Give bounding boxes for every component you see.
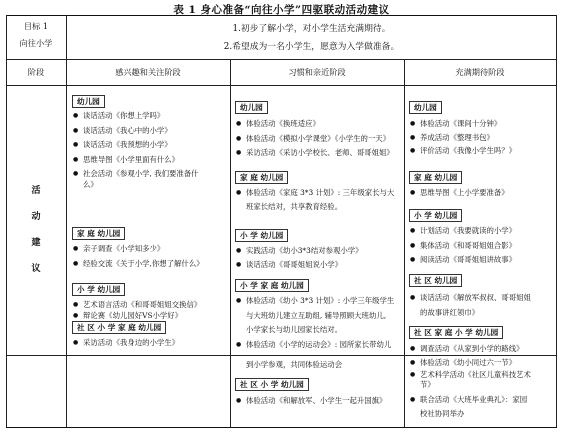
list-item: ● 艺术语言活动《和哥哥姐姐交换信》 — [72, 300, 201, 310]
goal-label-line1: 目标 1 — [23, 21, 49, 31]
col1-block3-header: 小 学 幼儿园 — [72, 283, 125, 296]
col2-block5-header: 社 区 小 学 幼儿园 — [235, 378, 309, 391]
list-item: ● 艺术科学活动《社区儿童科技艺术 — [409, 370, 531, 380]
col-divider-2 — [404, 59, 405, 427]
col1-block4-header: 社 区 小 学 家 庭 幼儿园 — [72, 321, 166, 334]
col3-block-school — [409, 203, 516, 265]
list-item-continuation: 与大班幼儿建立互助组, 辅导照顾大班幼儿, — [246, 310, 387, 320]
col1-block2-header: 家 庭 幼儿园 — [72, 227, 125, 240]
col2-block-school-family — [235, 273, 394, 349]
list-item: ● 采访活动《采访小学校长、老师、哥哥姐姐》 — [235, 148, 394, 158]
list-item: ● 体验活动《幼小同过六一节》 — [409, 358, 531, 368]
list-item: ● 评价活动《我像小学生吗？》 — [409, 146, 516, 156]
list-item: ● 谈话活动《解放军叔叔、哥哥姐姐 — [409, 293, 531, 303]
list-item-continuation: 的故事讲红领巾》 — [420, 307, 480, 317]
list-item: ● 亲子调查《小学知多少》 — [72, 244, 204, 254]
col2-block3-header: 小 学 幼儿园 — [235, 229, 288, 242]
list-item: ● 辩论赛《幼儿园好VS小学好》 — [72, 311, 201, 321]
col1-block-school — [72, 277, 201, 320]
list-item: ● 体验活动《换班适应》 — [235, 119, 394, 129]
col2-block2-header: 家 庭 幼儿园 — [235, 171, 288, 184]
list-item: ● 谈话活动《你想上学吗》 — [72, 111, 199, 121]
list-item: ● 体验活动《幼小 3*3 计划》: 小学三年级学生 — [235, 296, 394, 306]
list-item: ● 体验活动《家庭 3*3 计划》: 三年级家长与大 — [235, 188, 394, 198]
list-item: ● 谈话活动《我心中的小学》 — [72, 126, 199, 136]
col3-block5-header: 社 区 家 庭 小 学 幼儿园 — [409, 326, 503, 339]
list-item: ● 体验活动《模拟小学课堂》《小学生的一天》 — [235, 134, 394, 144]
col2-block1-header: 幼儿园 — [235, 101, 268, 114]
goal-item-2: 2.希望成为一名小学生，愿意为入学做准备。 — [223, 42, 400, 52]
table-top-border — [6, 15, 557, 16]
list-item-continuation: 班家长结对，共享教育经验。 — [246, 201, 343, 211]
list-item-continuation: 校社协同举办 — [420, 409, 465, 419]
list-item: ● 谈话活动《哥哥姐姐说小学》 — [235, 260, 363, 270]
list-item-continuation: 么》 — [83, 179, 98, 189]
list-item: ● 实践活动《幼小3*3结对参观小学》 — [235, 246, 363, 256]
row-divider-header — [6, 85, 557, 86]
list-item: ● 计划活动《我要就读的小学》 — [409, 226, 516, 236]
goal-item-1: 1.初步了解小学，对小学生活充满期待。 — [232, 24, 391, 34]
col2-block-kindergarten — [235, 95, 394, 158]
list-item: ● 体验活动《小学的运动会》: 园所家长带幼儿 — [235, 340, 394, 350]
header-col2: 习惯和亲近阶段 — [288, 67, 346, 77]
list-item: ● 阅读活动《哥哥姐姐讲故事》 — [409, 255, 516, 265]
col1-block-community — [72, 315, 179, 348]
row-label-char: 议 — [31, 264, 41, 274]
list-item-continuation: 到小学参观，共同体验运动会 — [246, 360, 343, 369]
col3-block-all-continued — [409, 358, 531, 419]
list-item: ● 联合活动《大班毕业典礼》：家园 — [409, 395, 531, 405]
col3-block-family — [409, 165, 509, 198]
list-item: ● 谈话活动《我预想的小学》 — [72, 140, 199, 150]
col3-block2-header: 家 庭 幼儿园 — [409, 171, 462, 184]
list-item: ● 体验活动《和解放军、小学生一起升国旗》 — [235, 396, 386, 406]
row-divider-goal — [6, 59, 557, 60]
row-label-activity — [6, 178, 66, 282]
row-label-char: 动 — [31, 212, 41, 222]
col2-block-community — [235, 372, 386, 406]
list-item: ● 体验活动《课间十分钟》 — [409, 119, 516, 129]
goal-label — [6, 21, 66, 49]
list-item: ● 社会活动《参观小学, 我们要准备什 — [72, 169, 199, 179]
col-divider-1 — [230, 59, 231, 427]
col3-block4-header: 社 区 幼儿园 — [409, 274, 462, 287]
col2-block-family — [235, 165, 394, 211]
header-stage: 阶段 — [27, 67, 45, 77]
list-item: ● 集体活动《和哥哥姐姐合影》 — [409, 241, 516, 251]
table-title: 表 1 身心准备“向往小学”四驱联动活动建议 — [173, 4, 390, 16]
list-item: ● 调查活动《从家到小学的路线》 — [409, 344, 523, 354]
col3-block-community — [409, 268, 531, 317]
col1-block-family — [72, 221, 204, 268]
list-item: ● 经验交流《关于小学,你想了解什么》 — [72, 259, 204, 269]
list-item: ● 思维导图《上小学要准备》 — [409, 188, 509, 198]
table-right-border — [556, 15, 557, 427]
goal-label-line2: 向往小学 — [19, 38, 53, 48]
table-bottom-border — [6, 427, 557, 428]
col1-block-kindergarten — [72, 89, 199, 190]
header-col3: 充满期待阶段 — [455, 67, 505, 77]
row-divider-page — [6, 355, 557, 356]
col2-block-school — [235, 223, 363, 269]
list-item-continuation: 节》 — [420, 380, 435, 390]
col3-block-all — [409, 320, 523, 354]
col3-block-kindergarten — [409, 95, 516, 156]
col3-block3-header: 小 学 幼儿园 — [409, 209, 462, 222]
row-label-char: 活 — [31, 186, 41, 196]
row-label-char: 建 — [31, 238, 41, 248]
list-item-continuation: 小学家长与幼儿园家长结对。 — [246, 325, 343, 335]
list-item: ● 养成活动《整理书包》 — [409, 133, 516, 143]
col3-block1-header: 幼儿园 — [409, 101, 442, 114]
header-col1: 感兴趣和关注阶段 — [115, 67, 181, 77]
list-item: ● 采访活动《我身边的小学生》 — [72, 338, 179, 348]
activity-table — [6, 15, 557, 428]
col1-block1-header: 幼儿园 — [72, 95, 105, 108]
col2-block4-header: 小 学 家 庭 幼儿园 — [235, 279, 309, 292]
list-item: ● 思维导图《小学里面有什么》 — [72, 155, 199, 165]
